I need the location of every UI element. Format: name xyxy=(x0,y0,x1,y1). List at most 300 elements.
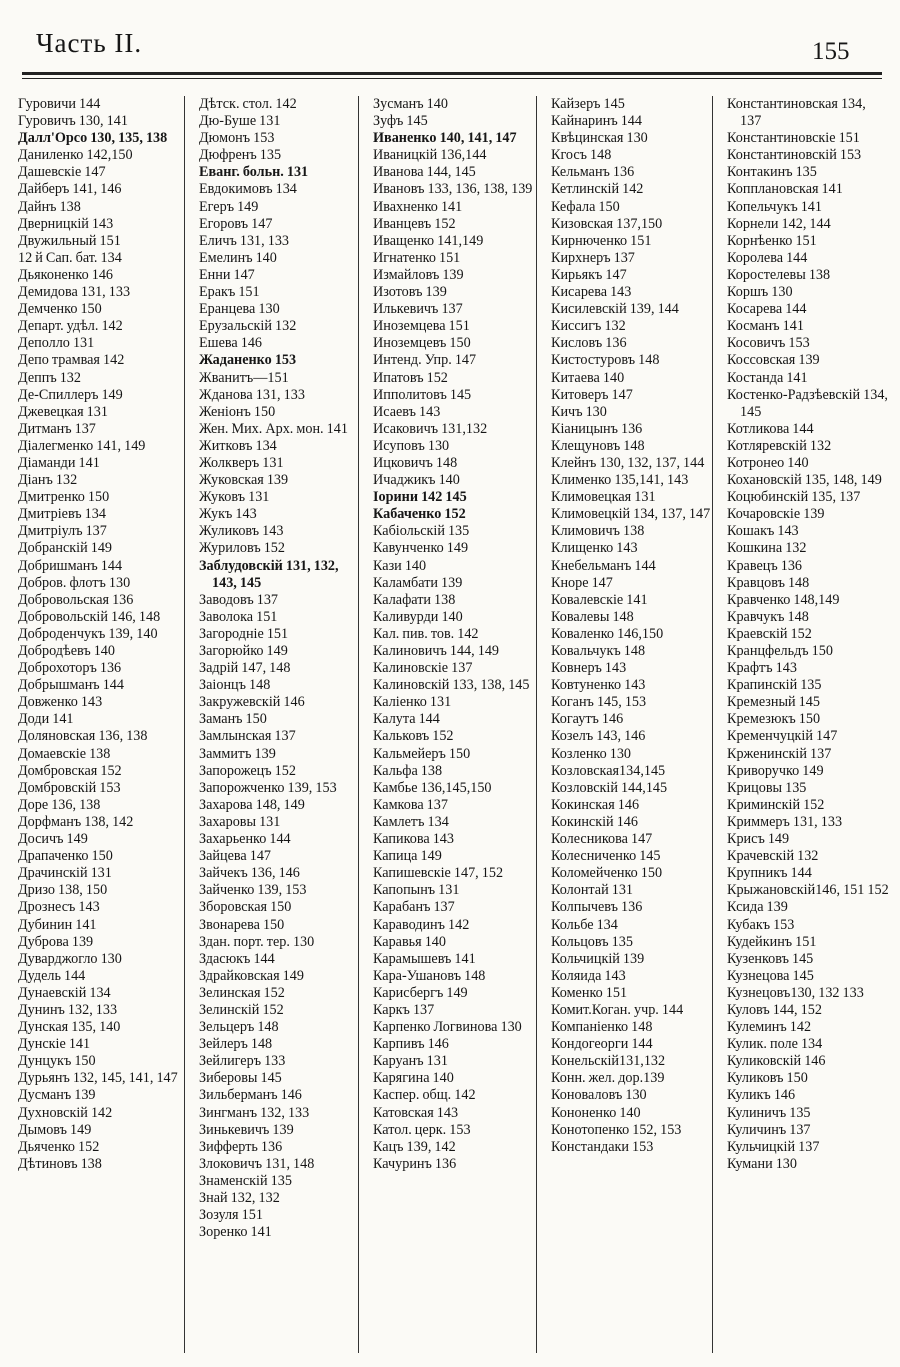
index-entry: Иванова 144, 145 xyxy=(373,164,476,181)
index-entry: Егеръ 149 xyxy=(199,198,259,215)
index-entry: Житковъ 134 xyxy=(199,437,277,454)
index-entry: Зелинскій 152 xyxy=(199,1001,284,1018)
index-entry: Кузнецовъ130, 132 133 xyxy=(727,984,864,1001)
index-entry: Коганъ 145, 153 xyxy=(551,694,647,711)
index-entry: Дунская 135, 140 xyxy=(18,1019,121,1036)
index-entry: Дунскіе 141 xyxy=(18,1036,91,1053)
index-entry: Комит.Коган. учр. 144 xyxy=(551,1001,684,1018)
index-entry: Дѣтиновъ 138 xyxy=(18,1155,102,1172)
index-entry: Дымовъ 149 xyxy=(18,1121,92,1138)
index-entry: Замлынская 137 xyxy=(199,728,296,745)
index-entry: Дунаевскій 134 xyxy=(18,984,111,1001)
index-entry: Знай 132, 132 xyxy=(199,1190,280,1206)
index-entry: Зелинская 152 xyxy=(199,984,285,1001)
index-entry: Доре 136, 138 xyxy=(18,796,101,813)
index-entry: Зоренко 141 xyxy=(199,1224,272,1241)
index-entry: Кабіольскій 135 xyxy=(373,523,470,540)
index-entry: Котляревскій 132 xyxy=(727,437,832,454)
index-entry: Камлетъ 134 xyxy=(373,813,449,830)
index-entry: Коршъ 130 xyxy=(727,284,793,301)
index-entry: Криминскій 152 xyxy=(727,796,825,813)
index-entry: Доброденчукъ 139, 140 xyxy=(18,625,158,642)
index-entry: Енни 147 xyxy=(199,266,255,283)
index-entry: Даниленко 142,150 xyxy=(18,147,133,164)
index-entry: Колпычевъ 136 xyxy=(551,899,643,916)
index-entry: Колонтай 131 xyxy=(551,882,634,899)
index-column-5 xyxy=(712,96,890,1353)
index-entry: Коменко 151 xyxy=(551,984,628,1001)
index-entry: Коростелевы 138 xyxy=(727,266,831,283)
index-entry: Коломейченко 150 xyxy=(551,865,663,882)
index-entry: Иващенко 141,149 xyxy=(373,232,484,249)
index-column-1 xyxy=(12,96,184,1353)
index-entry: Коссовская 139 xyxy=(727,352,820,369)
index-entry: Захаровы 131 xyxy=(199,813,281,830)
index-entry: Зборовская 150 xyxy=(199,899,292,916)
index-entry: Зингманъ 132, 133 xyxy=(199,1104,310,1121)
index-entry: Запорожецъ 152 xyxy=(199,762,296,779)
index-entry: Карамышевъ 141 xyxy=(373,950,476,967)
index-entry: Куловъ 144, 152 xyxy=(727,1001,822,1018)
index-entry: Зуфъ 145 xyxy=(373,113,428,130)
index-entry: Китоверъ 147 xyxy=(551,386,633,403)
index-entry: Качуринъ 136 xyxy=(373,1155,457,1172)
index-entry: Интенд. Упр. 147 xyxy=(373,352,477,369)
index-entry: Каливурди 140 xyxy=(373,608,463,625)
index-entry: Козелъ 143, 146 xyxy=(551,728,646,745)
index-entry: Коцюбинскій 135, 137 xyxy=(727,489,861,506)
index-entry: Калафати 138 xyxy=(373,591,456,608)
index-entry: Калиновичъ 144, 149 xyxy=(373,643,500,659)
index-entry: Изотовъ 139 xyxy=(373,284,447,301)
index-entry: Дуброва 139 xyxy=(18,933,94,950)
index-entry: Діаманди 141 xyxy=(18,454,100,471)
index-entry: Костенко-Радзѣевскій 134, 145 xyxy=(727,386,888,420)
index-entry: Ковалевы 148 xyxy=(551,608,634,625)
index-entry: Капопынъ 131 xyxy=(373,882,460,899)
index-entry: Катовская 143 xyxy=(373,1104,459,1121)
index-entry: Кал. пив. тов. 142 xyxy=(373,625,479,642)
index-entry: Духновскій 142 xyxy=(18,1104,113,1121)
index-entry: Карисбергъ 149 xyxy=(373,984,468,1001)
index-entry: Ипполитовъ 145 xyxy=(373,386,472,403)
index-entry: Карпенко Логвинова 130 xyxy=(373,1019,522,1036)
index-entry: Корнели 142, 144 xyxy=(727,215,831,232)
index-entry: Дмитріевъ 134 xyxy=(18,506,106,523)
index-entry: Ешева 146 xyxy=(199,335,263,352)
index-column-2 xyxy=(184,96,358,1353)
index-entry: Дюфренъ 135 xyxy=(199,147,282,164)
index-entry: Дюмонъ 153 xyxy=(199,130,275,147)
index-entry: Капишевскіе 147, 152 xyxy=(373,865,504,882)
index-entry: Загорюйко 149 xyxy=(199,643,288,659)
index-entry: Козленко 130 xyxy=(551,745,632,762)
index-entry: Клейнъ 130, 132, 137, 144 xyxy=(551,454,705,471)
index-entry: Криворучко 149 xyxy=(727,762,824,779)
index-entry: Демченко 150 xyxy=(18,301,102,318)
index-entry: Дитманъ 137 xyxy=(18,420,96,437)
index-entry: Зиберовы 145 xyxy=(199,1070,282,1087)
header-rule-thick xyxy=(22,72,882,75)
index-entry: Капица 149 xyxy=(373,848,442,865)
index-entry: Добровольскій 146, 148 xyxy=(18,608,161,625)
index-entry: Дьяченко 152 xyxy=(18,1138,100,1155)
index-entry: Іорини 142 145 xyxy=(373,489,467,506)
index-entry: Компаніенко 148 xyxy=(551,1019,653,1036)
index-entry: Жуковъ 131 xyxy=(199,489,270,506)
index-entry: Иноземцевъ 150 xyxy=(373,335,471,352)
index-entry: Діанъ 132 xyxy=(18,472,78,489)
index-entry: Капикова 143 xyxy=(373,831,454,848)
index-entry: Журиловъ 152 xyxy=(199,540,285,557)
index-entry: Дашевскіе 147 xyxy=(18,164,106,181)
index-entry: Жаданенко 153 xyxy=(199,352,297,369)
index-entry: Здрайковская 149 xyxy=(199,967,304,984)
index-entry: Исаковичъ 131,132 xyxy=(373,420,488,437)
index-entry: Клищенко 143 xyxy=(551,540,638,557)
index-entry: Гуровичъ 130, 141 xyxy=(18,113,128,130)
index-entry: Кузенковъ 145 xyxy=(727,950,814,967)
index-entry: Каруанъ 131 xyxy=(373,1053,448,1070)
index-entry: Зинькевичъ 139 xyxy=(199,1121,294,1138)
index-entry: Косовичъ 153 xyxy=(727,335,810,352)
index-entry: Кисловъ 136 xyxy=(551,335,627,352)
index-entry: Измайловъ 139 xyxy=(373,266,464,283)
index-entry: 12 й Сап. бат. 134 xyxy=(18,249,122,266)
index-entry: Здан. порт. тер. 130 xyxy=(199,933,315,950)
index-entry: Камбье 136,145,150 xyxy=(373,779,492,796)
index-entry: Коваленко 146,150 xyxy=(551,625,664,642)
index-entry: Зозуля 151 xyxy=(199,1207,263,1224)
index-entry: Константиновскій 153 xyxy=(727,147,862,164)
index-entry: Ковальчукъ 148 xyxy=(551,643,646,659)
index-entry: Загородніе 151 xyxy=(199,625,289,642)
index-entry: Кокинская 146 xyxy=(551,796,640,813)
index-entry: Добришманъ 144 xyxy=(18,557,123,574)
index-entry: Копельчукъ 141 xyxy=(727,198,822,215)
index-entry: Кубакъ 153 xyxy=(727,916,795,933)
index-entry: Китаева 140 xyxy=(551,369,625,386)
index-entry: Захарьенко 144 xyxy=(199,831,291,848)
index-entry: Крупникъ 144 xyxy=(727,865,812,882)
index-entry: Кравецъ 136 xyxy=(727,557,803,574)
index-entry: Кальмейеръ 150 xyxy=(373,745,471,762)
index-entry: Заіонцъ 148 xyxy=(199,677,271,694)
index-entry: Кетлинскій 142 xyxy=(551,181,644,198)
index-entry: Калиновскій 133, 138, 145 xyxy=(373,677,530,694)
index-entry: Кичъ 130 xyxy=(551,403,607,420)
index-entry: Діалегменко 141, 149 xyxy=(18,437,146,454)
index-entry: Закружевскій 146 xyxy=(199,694,305,711)
index-entry: Кольчицкій 139 xyxy=(551,950,645,967)
index-entry: Кистостуровъ 148 xyxy=(551,352,660,369)
index-entry: Ксида 139 xyxy=(727,899,788,916)
index-entry: Жванитъ—151 xyxy=(199,369,289,386)
index-entry: Кнебельманъ 144 xyxy=(551,557,656,574)
index-entry: Жолкверъ 131 xyxy=(199,454,284,471)
index-entry: Королева 144 xyxy=(727,249,808,266)
index-entry: Кара-Ушановъ 148 xyxy=(373,967,486,984)
index-entry: Карпивъ 146 xyxy=(373,1036,449,1053)
index-entry: Кефала 150 xyxy=(551,198,620,215)
index-entry: Ерузальскій 132 xyxy=(199,318,297,335)
index-entry: Конотопенко 152, 153 xyxy=(551,1121,682,1138)
index-entry: Кременчуцкій 147 xyxy=(727,728,838,745)
index-entry: Доляновская 136, 138 xyxy=(18,728,148,745)
index-entry: Доди 141 xyxy=(18,711,74,728)
index-entry: Куликъ 146 xyxy=(727,1087,796,1104)
index-entry: Дьяконенко 146 xyxy=(18,266,114,283)
running-title: Часть II. xyxy=(36,28,143,58)
index-entry: Кельманъ 136 xyxy=(551,164,635,181)
index-entry: Дайберъ 141, 146 xyxy=(18,181,122,198)
index-column-4 xyxy=(536,96,712,1353)
index-entry: Заманъ 150 xyxy=(199,711,267,728)
index-entry: Доброхоторъ 136 xyxy=(18,660,122,677)
index-entry: Еракъ 151 xyxy=(199,284,260,301)
index-entry: Ковнеръ 143 xyxy=(551,660,627,677)
index-entry: Домбровская 152 xyxy=(18,762,122,779)
index-entry: Косманъ 141 xyxy=(727,318,804,335)
index-entry: Крыжановскій146, 151 152 xyxy=(727,882,889,899)
index-entry: Кульчицкій 137 xyxy=(727,1138,820,1155)
index-entry: Зейлеръ 148 xyxy=(199,1036,273,1053)
index-entry: Куличинъ 137 xyxy=(727,1121,811,1138)
index-entry: Краевскій 152 xyxy=(727,625,812,642)
index-entry: Кайзеръ 145 xyxy=(551,96,625,112)
index-entry: Константиновскіе 151 xyxy=(727,130,860,147)
index-entry: Кіаницынъ 136 xyxy=(551,420,643,437)
index-entry: Досичъ 149 xyxy=(18,831,88,848)
index-entry: Звонарева 150 xyxy=(199,916,285,933)
index-entry: Кумани 130 xyxy=(727,1155,797,1172)
index-entry: Евдокимовъ 134 xyxy=(199,181,297,198)
index-entry: Каламбати 139 xyxy=(373,574,463,591)
index-entry: Калиновскіе 137 xyxy=(373,660,473,677)
index-entry: Каспер. общ. 142 xyxy=(373,1087,476,1104)
index-entry: Кузнецова 145 xyxy=(727,967,814,984)
index-entry: Задрій 147, 148 xyxy=(199,660,291,677)
index-entry: Дайнъ 138 xyxy=(18,198,81,215)
index-entry: Кулик. поле 134 xyxy=(727,1036,823,1053)
index-entry: Деппъ 132 xyxy=(18,369,81,386)
index-entry: Киссигъ 132 xyxy=(551,318,626,335)
index-entry: Кацъ 139, 142 xyxy=(373,1138,456,1155)
index-entry: Знаменскій 135 xyxy=(199,1172,292,1189)
index-entry: Женіонъ 150 xyxy=(199,403,276,420)
index-entry: Карабанъ 137 xyxy=(373,899,455,916)
index-entry: Кольбе 134 xyxy=(551,916,618,933)
index-entry: Департ. удѣл. 142 xyxy=(18,318,123,335)
index-entry: Еванг. больн. 131 xyxy=(199,164,309,181)
index-entry: Добрышманъ 144 xyxy=(18,677,124,694)
index-entry: Иваницкій 136,144 xyxy=(373,147,487,164)
index-entry: Каравья 140 xyxy=(373,933,446,950)
index-entry: Крисъ 149 xyxy=(727,831,790,848)
index-entry: Камкова 137 xyxy=(373,796,448,813)
index-entry: Демидова 131, 133 xyxy=(18,284,131,301)
index-entry: Ковтуненко 143 xyxy=(551,677,646,694)
index-entry: Довженко 143 xyxy=(18,694,103,711)
index-entry: Добров. флотъ 130 xyxy=(18,574,131,591)
index-entry: Илькевичъ 137 xyxy=(373,301,463,318)
index-entry: Зусманъ 140 xyxy=(373,96,448,112)
index-entry: Кравченко 148,149 xyxy=(727,591,840,608)
index-entry: Климовецкая 131 xyxy=(551,489,656,506)
index-entry: Кудейкинъ 151 xyxy=(727,933,817,950)
index-entry: Ичаджикъ 140 xyxy=(373,472,460,489)
index-entry: Крицовы 135 xyxy=(727,779,807,796)
index-entry: Дмитренко 150 xyxy=(18,489,110,506)
index-entry: Иваненко 140, 141, 147 xyxy=(373,130,517,147)
index-entry: Констандаки 153 xyxy=(551,1138,654,1155)
index-entry: Кондогеорги 144 xyxy=(551,1036,653,1053)
index-entry: Кгосъ 148 xyxy=(551,147,612,164)
index-entry: Егоровъ 147 xyxy=(199,215,273,232)
index-entry: Каркъ 137 xyxy=(373,1001,435,1018)
index-entry: Дунинъ 132, 133 xyxy=(18,1001,118,1018)
index-entry: Зайченко 139, 153 xyxy=(199,882,307,899)
index-entry: Жен. Мих. Арх. мон. 141 xyxy=(199,420,348,437)
index-entry: Дурьянъ 132, 145, 141, 147 xyxy=(18,1070,178,1087)
index-entry: Дуварджогло 130 xyxy=(18,950,122,967)
index-entry: Дрознесъ 143 xyxy=(18,899,100,916)
index-entry: Коноваловъ 130 xyxy=(551,1087,647,1104)
index-entry: Куликовъ 150 xyxy=(727,1070,808,1087)
index-entry: Козловская134,145 xyxy=(551,762,666,779)
index-entry: Исаевъ 143 xyxy=(373,403,441,420)
index-entry: Кулеминъ 142 xyxy=(727,1019,812,1036)
index-entry: Костанда 141 xyxy=(727,369,808,386)
index-entry: Драпаченко 150 xyxy=(18,848,113,865)
index-entry: Дризо 138, 150 xyxy=(18,882,108,899)
index-entry: Добранскій 149 xyxy=(18,540,113,557)
page-number: 155 xyxy=(812,38,850,65)
index-entry: Климовичъ 138 xyxy=(551,523,645,540)
index-entry: Заводовъ 137 xyxy=(199,591,279,608)
index-entry: Кайнаринъ 144 xyxy=(551,113,642,130)
index-entry: Кази 140 xyxy=(373,557,427,574)
index-entry: Коляида 143 xyxy=(551,967,626,984)
index-entry: Кирьякъ 147 xyxy=(551,266,627,283)
index-entry: Криммеръ 131, 133 xyxy=(727,813,843,830)
index-entry: Ипатовъ 152 xyxy=(373,369,448,386)
index-entry: Кулиничъ 135 xyxy=(727,1104,811,1121)
index-entry: Здасюкъ 144 xyxy=(199,950,275,967)
page-header xyxy=(0,0,900,80)
index-entry: Де-Спиллеръ 149 xyxy=(18,386,123,403)
index-entry: Кизовская 137,150 xyxy=(551,215,663,232)
index-entry: Иноземцева 151 xyxy=(373,318,470,335)
index-entry: Кальковъ 152 xyxy=(373,728,454,745)
index-entry: Кабаченко 152 xyxy=(373,506,466,523)
index-entry: Кирхнеръ 137 xyxy=(551,249,635,266)
index-entry: Кочаровскіе 139 xyxy=(727,506,825,523)
index-entry: Игнатенко 151 xyxy=(373,249,461,266)
index-entry: Жукъ 143 xyxy=(199,506,257,523)
index-entry: Запорожченко 139, 153 xyxy=(199,779,337,796)
index-entry: Кисарева 143 xyxy=(551,284,632,301)
index-entry: Дубинин 141 xyxy=(18,916,97,933)
index-entry: Домбровскій 153 xyxy=(18,779,121,796)
index-entry: Дусманъ 139 xyxy=(18,1087,96,1104)
index-entry: Климовецкій 134, 137, 147 xyxy=(551,506,711,523)
index-entry: Заблудовскій 131, 132, 143, 145 xyxy=(199,557,339,591)
index-entry: Кремезюкъ 150 xyxy=(727,711,821,728)
index-entry: Константиновская 134, 137 xyxy=(727,96,866,130)
index-entry: Клименко 135,141, 143 xyxy=(551,472,689,489)
index-entry: Дю-Буше 131 xyxy=(199,113,281,130)
index-entry: Кранцфельдъ 150 xyxy=(727,643,833,659)
index-entry: Заволока 151 xyxy=(199,608,278,625)
index-entry: Котронео 140 xyxy=(727,454,809,471)
index-entry: Кноре 147 xyxy=(551,574,613,591)
index-entry: Исуповъ 130 xyxy=(373,437,450,454)
index-entry: Дорфманъ 138, 142 xyxy=(18,813,134,830)
index-entry: Копплановская 141 xyxy=(727,181,843,198)
index-entry: Кокинскій 146 xyxy=(551,813,638,830)
index-entry: Конн. жел. дор.139 xyxy=(551,1070,665,1087)
index-entry: Жуликовъ 143 xyxy=(199,523,284,540)
index-entry: Клещуновъ 148 xyxy=(551,437,645,454)
index-entry: Кольцовъ 135 xyxy=(551,933,633,950)
index-entry: Зильберманъ 146 xyxy=(199,1087,302,1104)
index-entry: Контакинъ 135 xyxy=(727,164,817,181)
index-entry: Когаутъ 146 xyxy=(551,711,624,728)
index-entry: Гуровичи 144 xyxy=(18,96,101,112)
index-entry: Косарева 144 xyxy=(727,301,807,318)
index-entry: Кирнюченко 151 xyxy=(551,232,652,249)
index-entry: Дунцукъ 150 xyxy=(18,1053,96,1070)
index-entry: Квѣцинская 130 xyxy=(551,130,648,147)
index-entry: Калута 144 xyxy=(373,711,440,728)
index-entry: Дмитріулъ 137 xyxy=(18,523,107,540)
index-entry: Жуковская 139 xyxy=(199,472,289,489)
index-entry: Зейлигеръ 133 xyxy=(199,1053,286,1070)
index-entry: Кошкина 132 xyxy=(727,540,807,557)
index-entry: Куликовскій 146 xyxy=(727,1053,826,1070)
index-entry: Крафтъ 143 xyxy=(727,660,797,677)
index-entry: Иванцевъ 152 xyxy=(373,215,456,232)
index-entry: Захарова 148, 149 xyxy=(199,796,305,813)
index-entry: Кононенко 140 xyxy=(551,1104,641,1121)
index-entry: Джевецкая 131 xyxy=(18,403,108,420)
index-entry: Добровольская 136 xyxy=(18,591,134,608)
index-entry: Зельцеръ 148 xyxy=(199,1019,279,1036)
index-entry: Кохановскій 135, 148, 149 xyxy=(727,472,882,489)
index-entry: Ивановъ 133, 136, 138, 139 xyxy=(373,181,533,198)
index-entry: Депо трамвая 142 xyxy=(18,352,125,369)
index-entry: Домаевскіе 138 xyxy=(18,745,111,762)
index-entry: Заммитъ 139 xyxy=(199,745,276,762)
index-entry: Кальфа 138 xyxy=(373,762,443,779)
index-entry: Крачевскій 132 xyxy=(727,848,819,865)
index-entry: Каліенко 131 xyxy=(373,694,452,711)
index-entry: Деполло 131 xyxy=(18,335,95,352)
index-entry: Зайчекъ 136, 146 xyxy=(199,865,300,882)
index-entry: Добродѣевъ 140 xyxy=(18,643,115,659)
index-entry: Караводинъ 142 xyxy=(373,916,470,933)
index-entry: Крженинскій 137 xyxy=(727,745,832,762)
index-entry: Карягина 140 xyxy=(373,1070,454,1087)
index-entry: Кремезный 145 xyxy=(727,694,820,711)
index-entry: Зайцева 147 xyxy=(199,848,272,865)
index-entry: Колесникова 147 xyxy=(551,831,653,848)
index-entry: Корнѣенко 151 xyxy=(727,232,817,249)
index-entry: Дудель 144 xyxy=(18,967,86,984)
index-entry: Емелинъ 140 xyxy=(199,249,277,266)
index-entry: Ковалевскіе 141 xyxy=(551,591,648,608)
